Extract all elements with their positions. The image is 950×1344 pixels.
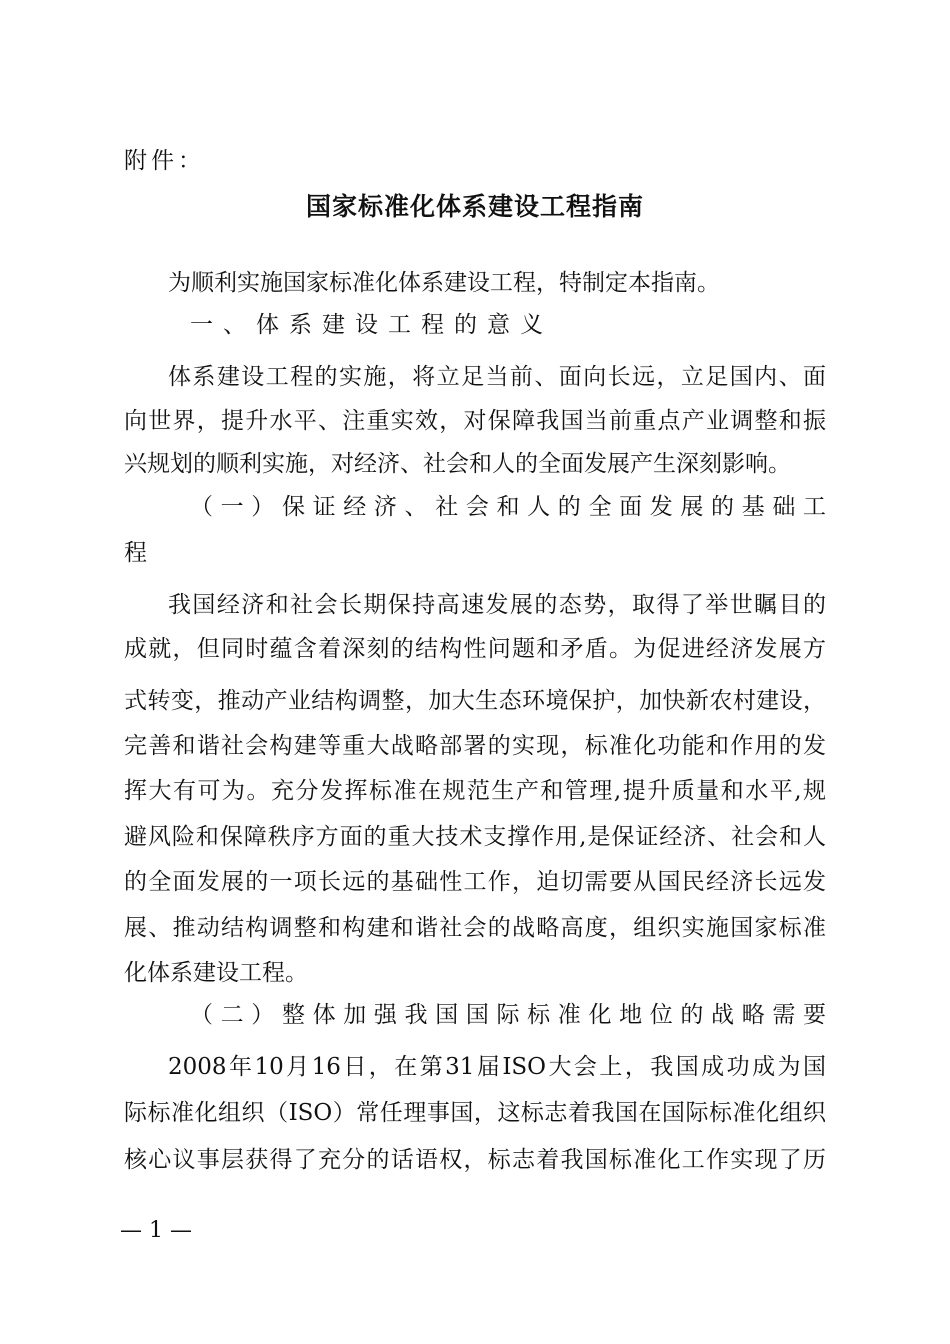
paragraph-line: 化体系建设工程。 [124,960,308,986]
intro-paragraph: 为顺利实施国家标准化体系建设工程，特制定本指南。 [168,270,720,296]
paragraph-line: 体系建设工程的实施，将立足当前、面向长远，立足国内、面 [168,364,826,390]
subsection-heading-2: （二）整体加强我国国际标准化地位的战略需要 [190,1002,826,1028]
section-heading-1: 一、体系建设工程的意义 [190,312,553,338]
paragraph-line: 式转变，推动产业结构调整，加大生态环境保护，加快新农村建设， [124,688,826,714]
paragraph-line: 我国经济和社会长期保持高速发展的态势，取得了举世瞩目的 [168,592,826,618]
paragraph-line: 兴规划的顺利实施，对经济、社会和人的全面发展产生深刻影响。 [124,451,791,477]
paragraph-line: 完善和谐社会构建等重大战略部署的实现，标准化功能和作用的发 [124,733,826,759]
subsection-heading-1: （一）保证经济、社会和人的全面发展的基础工 [190,494,826,520]
paragraph-line: 核心议事层获得了充分的话语权，标志着我国标准化工作实现了历 [124,1147,826,1173]
paragraph-line: 向世界，提升水平、注重实效，对保障我国当前重点产业调整和振 [124,408,826,434]
paragraph-line: 2008年10月16日，在第31届ISO大会上，我国成功成为国 [168,1054,826,1080]
paragraph-line: 际标准化组织（ISO）常任理事国，这标志着我国在国际标准化组织 [124,1100,826,1126]
page-title: 国家标准化体系建设工程指南 [305,192,644,221]
subsection-heading-1-cont: 程 [124,540,147,566]
paragraph-line: 展、推动结构调整和构建和谐社会的战略高度，组织实施国家标准 [124,915,826,941]
paragraph-line: 避风险和保障秩序方面的重大技术支撑作用,是保证经济、社会和人 [124,824,826,850]
paragraph-line: 挥大有可为。充分发挥标准在规范生产和管理,提升质量和水平,规 [124,778,826,804]
paragraph-line: 成就，但同时蕴含着深刻的结构性问题和矛盾。为促进经济发展方 [124,636,826,662]
attachment-label: 附件： [124,148,205,174]
page-number: — 1 — [120,1218,192,1243]
paragraph-line: 的全面发展的一项长远的基础性工作，迫切需要从国民经济长远发 [124,869,826,895]
